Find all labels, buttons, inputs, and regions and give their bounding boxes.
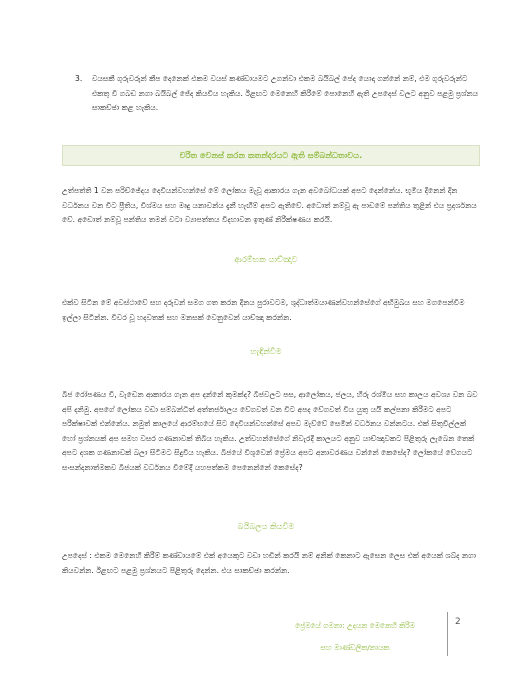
instructions-paragraph: උපදෙස් : එකම මෙනෙහි කිරීම් කණ්ඩායමේ එක් අයෙකුට වඩා හඩින් කරයි නම් අනික් කෙනාට ඇසෙන ලෙස එක් අයෙක් ශබ්ද නගා කියවන්න. ඊළඟට පළමු ප්‍රශ්නයට පිළිතුරු දෙන්න. එය සාකච්ඡා කරන්න. bbox=[62, 551, 477, 575]
item-text: වයසකී ගුරුවරුන් කීප දෙනෙක් එකම වයස් කණ්ඩායමට උගන්වා එකම බයිබල් පේද යොදා ගන්නේ නම්, එම ගුරුවරුන්ට එකතු වී ගබඩ නගා බයිබල් ජේද කියවිය හැකිය. ඊළඟට මෙනෙහි කිරීමේ පොනෙහි ඇති උපදෙස් වලට අනුව පළමු ප්‍රශ්නය සාකච්ඡා කළ හැකිය. bbox=[92, 74, 479, 112]
heading-bible-reading: බයිබලය කියවීම bbox=[237, 521, 295, 531]
footer-title: ප්‍රේමයේ ගමනා: උදයන මෙනෙහි කිරීම bbox=[295, 621, 415, 630]
section-banner bbox=[62, 145, 480, 166]
heading-introduction: හැඳින්වීම bbox=[250, 346, 282, 356]
section-banner-title: චරිත වෙනස් කරන කතන්දරයට ඇති සම්බන්ධතාවය. bbox=[179, 150, 363, 160]
footer-divider bbox=[447, 612, 448, 656]
introduction-paragraph: බීජ රෝපණය වී, වැඩෙන ආකාරය ගැන අප දන්නේ කුමක්ද? බීජවලට පස, ආලෝකය, ජලය, හිරු රශ්මිය සහ කාලය අවශ්‍ය වන බව අපි දනිමු. අපගේ ලෝකය වඩා සම්බන්ධිත් අත්තර්ජාලය වේගවත් වන විට අපද වේගවත් විය යුතු යයි කල්පනා කිරීමට අපට පරීක්ෂාවක් එන්නේය. නමුත් කාලයේ ආරම්භයේ සිට දෙවියන්වහන්සේ අපව මැව්වේ සෙමින් වර්ධනය වන්නටය. එක් සිතුවිල්ලක් හෝ ප්‍රශ්නයක් අප සමහ වසර ගණනාවක් තිබිය හැකිය. උත්වහන්සේගේ නිවැරදි කාලයට අනුව යාච්ඤාවකට පිළිතුරු ලැබෙන තෙක් අපට දශක ගණනාවක් බලා සිටීමට සිදුවිය හැකිය. බීජයේ විශුවෙන් ප්‍රේමය අපට අනාවරණය වන්නේ කෙසේද? ලෝකයේ වේගයට සංසන්දනාත්මකව බීජයක් වර්ධනය වීමේදී යහපත්කම පෙනෙන්නේ කෙසේද? bbox=[62, 390, 478, 472]
prayer-paragraph: එක්ව සිටින මේ අවස්ථාවේ සහ දරුවන් සමග ගත කරන දිනය පුරාවටම, ශුද්ධාත්මයාණන්වහන්සේගේ අභිමුඛය සහ මගපෙන්වීම ඉල්ලා සිටින්න. විවර වූ හදවතක් සහ මනසක් වෙනුවෙන් යාච්ඤා කරන්න. bbox=[62, 298, 465, 322]
intro-paragraph: උත්පත්ති 1 වන පරිච්ඡේදය දෙවියන්වහන්සේ මේ ලෝකය මැවූ ආකාරය ගැන අවබෝධයක් අපට දෙන්නේය. භූමිය දිනෙන් දින වර්ධනය වන විට ප්‍රීතිය, විශ්මය සහ මෘදු යනාවන්ය දැනී හැඟීම් අපට ඇතිවේ. අධොත් නම්වූ ඇ පාඩමේ පන්තිය තුළින් එය ප්‍රදර්ශනය වේ. අඩොත් නම්වූ පන්තිය තමන් වටා ව්‍යාපත්තය විදහාවන ඉතුණ් නිරීක්ෂණය කරයි. bbox=[62, 186, 477, 224]
footer-subtitle: සහ මාණ්ඩලික/නායක bbox=[320, 643, 390, 652]
item-number: 3. bbox=[75, 74, 83, 83]
page-number: 2 bbox=[455, 617, 461, 627]
numbered-item-3 bbox=[75, 72, 487, 116]
heading-opening-prayer: ආරම්භක යාච්ඤාව bbox=[234, 254, 298, 264]
